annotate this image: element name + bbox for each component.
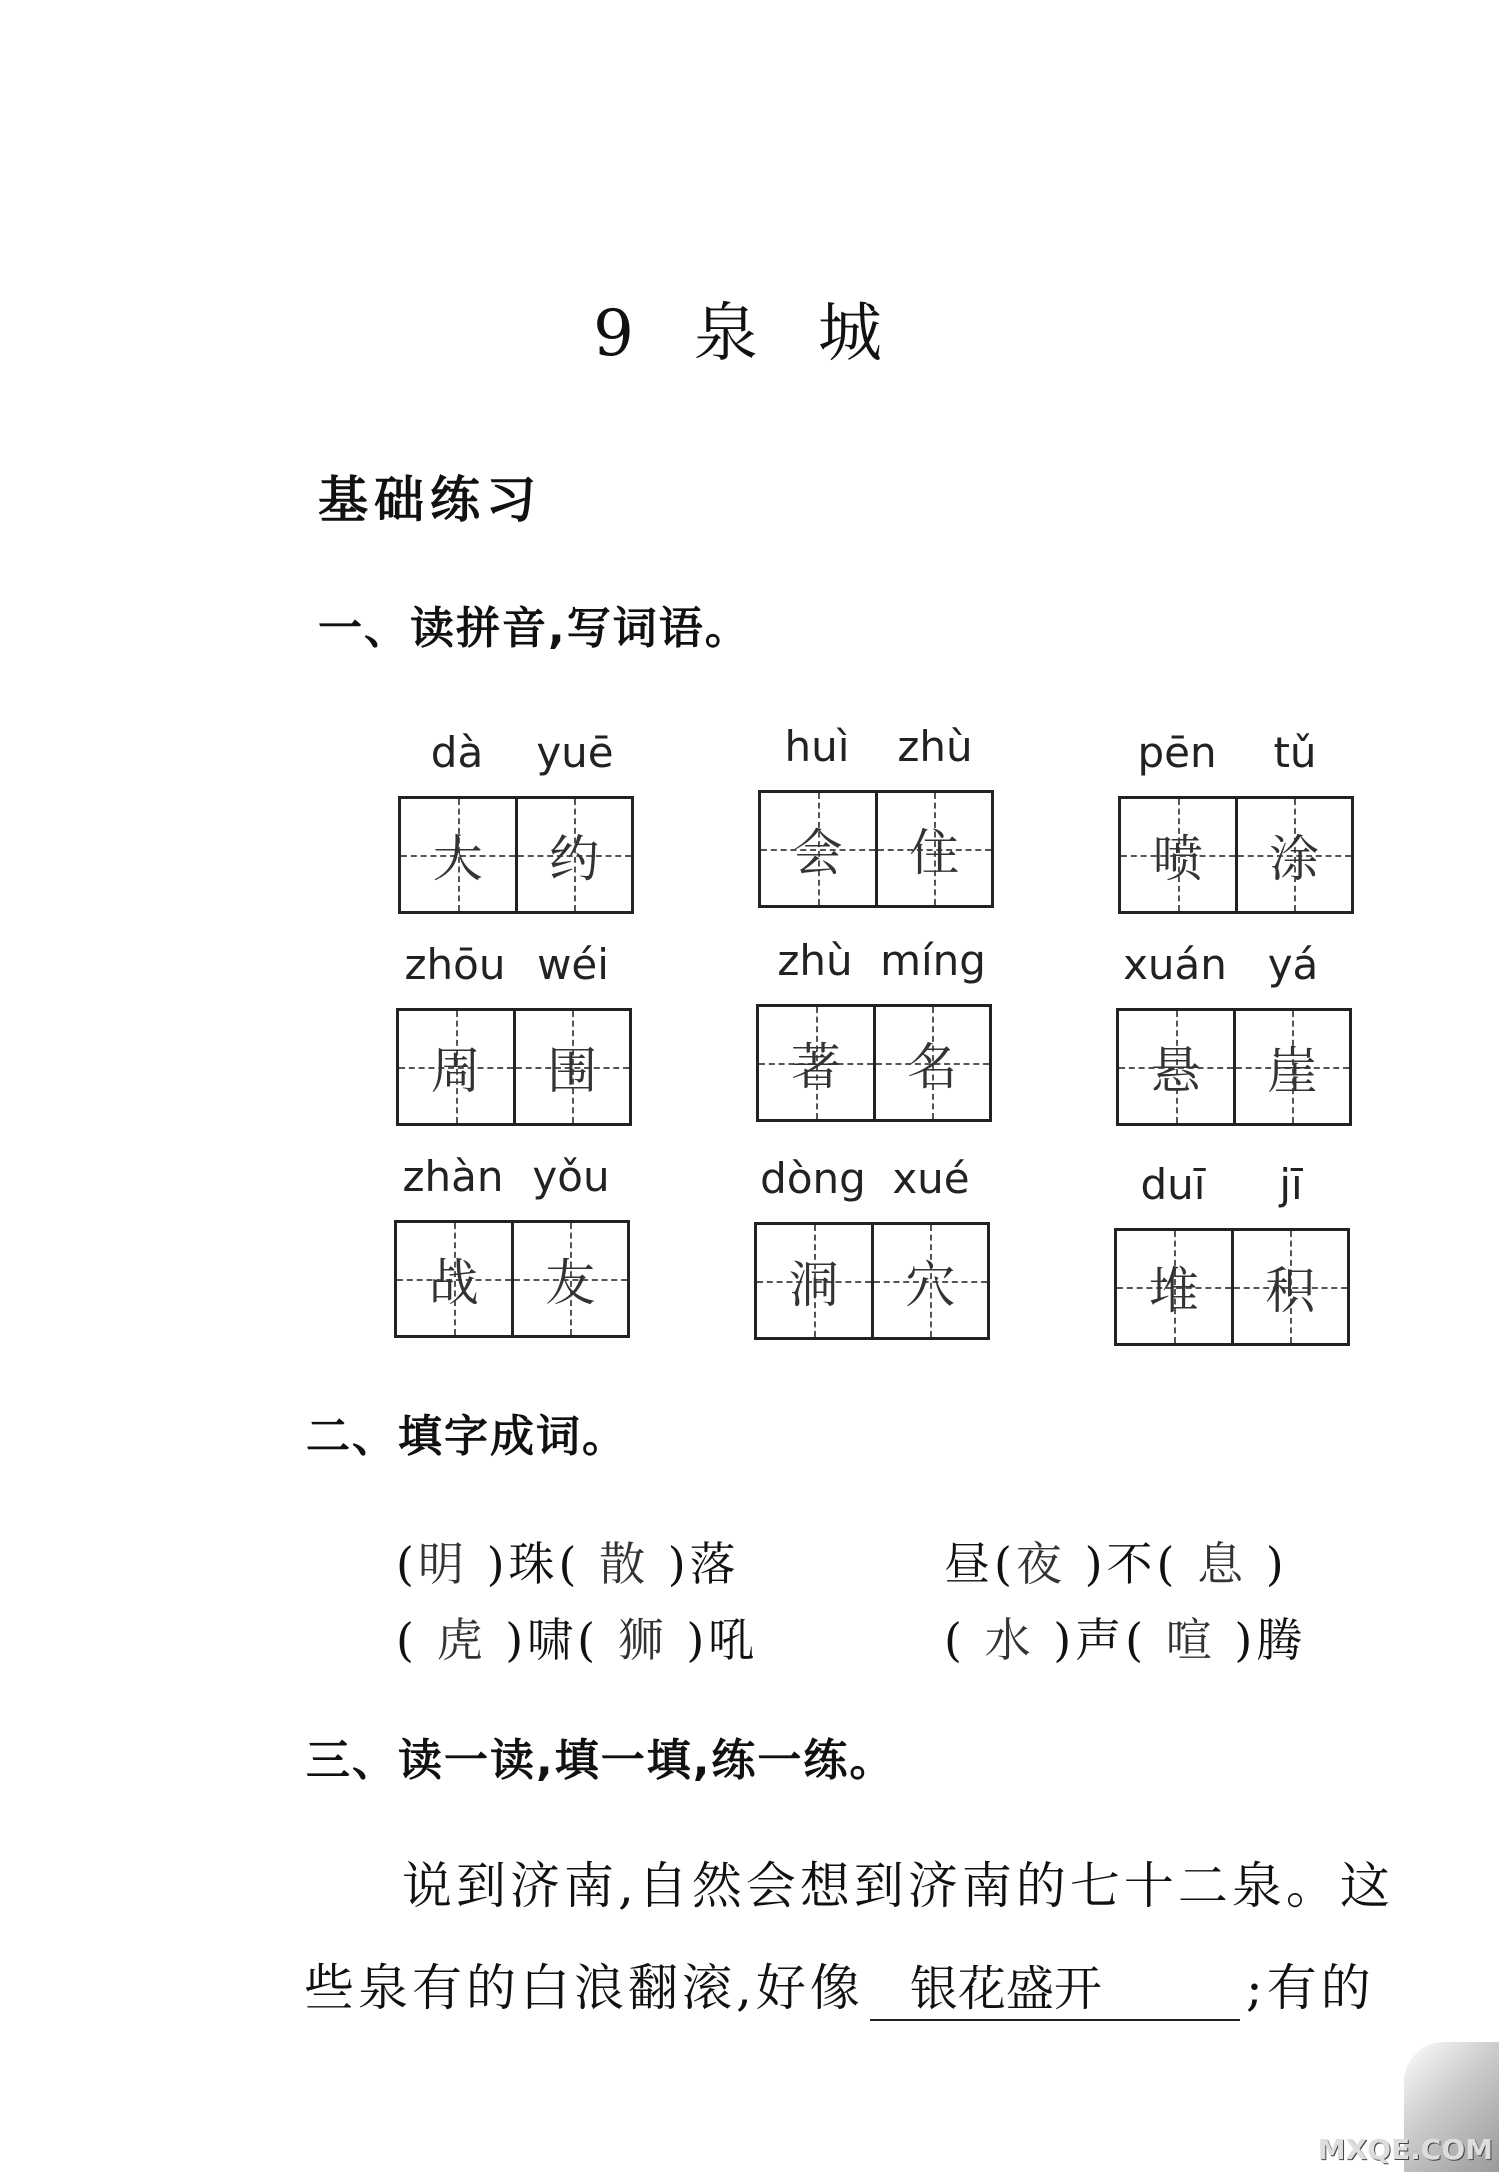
writing-cell[interactable]: 会 <box>761 793 875 905</box>
writing-cell[interactable]: 围 <box>513 1011 630 1123</box>
idiom-answer[interactable]: 明 <box>417 1537 468 1591</box>
idiom-answer[interactable]: 息 <box>1197 1537 1248 1591</box>
writing-cell[interactable]: 悬 <box>1119 1011 1233 1123</box>
writing-cell[interactable]: 穴 <box>871 1225 988 1337</box>
pinyin-syllable: zhōu <box>404 940 506 989</box>
writing-cell[interactable]: 著 <box>759 1007 873 1119</box>
lesson-title <box>0 282 1499 374</box>
pinyin-syllable: tǔ <box>1273 728 1317 777</box>
writing-cell[interactable]: 周 <box>399 1011 513 1123</box>
lesson-title-char: 城 <box>817 297 906 371</box>
writing-cell[interactable]: 友 <box>511 1223 628 1335</box>
writing-cell[interactable]: 约 <box>515 799 632 911</box>
idiom-answer[interactable]: 喧 <box>1165 1613 1216 1667</box>
idiom-answer[interactable]: 虎 <box>436 1613 487 1667</box>
pinyin-syllable: wéi <box>537 940 609 989</box>
pinyin-syllable: zhù <box>897 722 973 771</box>
pinyin-syllable: zhàn <box>402 1152 504 1201</box>
writing-cell[interactable]: 崖 <box>1233 1011 1350 1123</box>
passage-line-1: 说到济南,自然会想到济南的七十二泉。这 <box>402 1857 1394 1915</box>
pinyin-syllable: dòng <box>760 1154 866 1203</box>
idiom-answer[interactable]: 狮 <box>617 1613 668 1667</box>
writing-cell[interactable]: 喷 <box>1121 799 1235 911</box>
idiom-answer[interactable]: 散 <box>599 1537 650 1591</box>
writing-cell[interactable]: 战 <box>397 1223 511 1335</box>
idiom-item: ( 虎 )啸( 狮 )吼 <box>396 1613 759 1667</box>
pinyin-syllable: huì <box>784 722 850 771</box>
pinyin-word-2 <box>758 722 994 922</box>
pinyin-syllable: yuē <box>536 728 614 777</box>
writing-cell[interactable]: 堆 <box>1117 1231 1231 1343</box>
pinyin-word-8 <box>754 1154 990 1354</box>
pinyin-word-9 <box>1114 1160 1350 1360</box>
pinyin-word-1 <box>398 728 634 928</box>
writing-cell[interactable]: 名 <box>873 1007 990 1119</box>
question-2-heading: 二、填字成词。 <box>306 1411 628 1462</box>
pinyin-syllable: xué <box>892 1154 970 1203</box>
question-1-heading: 一、读拼音,写词语。 <box>318 603 751 654</box>
writing-cell[interactable]: 住 <box>875 793 992 905</box>
idiom-item: ( 水 )声( 喧 )腾 <box>944 1613 1307 1667</box>
watermark-text: MXQE.COM <box>1317 2133 1493 2166</box>
fill-in-blank[interactable]: 银花盛开 <box>870 1950 1240 2021</box>
pinyin-word-3 <box>1118 728 1354 928</box>
pinyin-syllable: xuán <box>1123 940 1227 989</box>
pinyin-syllable: duī <box>1140 1160 1206 1209</box>
pinyin-word-5 <box>756 936 992 1136</box>
idiom-answer[interactable]: 水 <box>984 1613 1035 1667</box>
idiom-item: (明 )珠( 散 )落 <box>396 1537 740 1591</box>
pinyin-syllable: yá <box>1267 940 1319 989</box>
writing-cell[interactable]: 洞 <box>757 1225 871 1337</box>
pinyin-syllable: míng <box>880 936 986 985</box>
pinyin-syllable: jī <box>1279 1160 1303 1209</box>
writing-cell[interactable]: 涂 <box>1235 799 1352 911</box>
lesson-title-char: 泉 <box>693 297 782 371</box>
pinyin-word-6 <box>1116 940 1352 1140</box>
passage-line-2: 些泉有的白浪翻滚,好像 银花盛开 ;有的 <box>304 1948 1375 2021</box>
pinyin-word-4 <box>396 940 632 1140</box>
lesson-number: 9 <box>593 297 658 371</box>
section-heading: 基础练习 <box>318 471 542 529</box>
pinyin-syllable: zhù <box>777 936 853 985</box>
pinyin-syllable: pēn <box>1137 728 1217 777</box>
pinyin-syllable: dà <box>430 728 484 777</box>
writing-cell[interactable]: 积 <box>1231 1231 1348 1343</box>
idiom-item: 昼(夜 )不( 息 ) <box>944 1537 1288 1591</box>
question-3-heading: 三、读一读,填一填,练一练。 <box>306 1735 896 1786</box>
idiom-answer[interactable]: 夜 <box>1015 1537 1066 1591</box>
writing-cell[interactable]: 大 <box>401 799 515 911</box>
pinyin-word-7 <box>394 1152 630 1352</box>
pinyin-syllable: yǒu <box>532 1152 610 1201</box>
